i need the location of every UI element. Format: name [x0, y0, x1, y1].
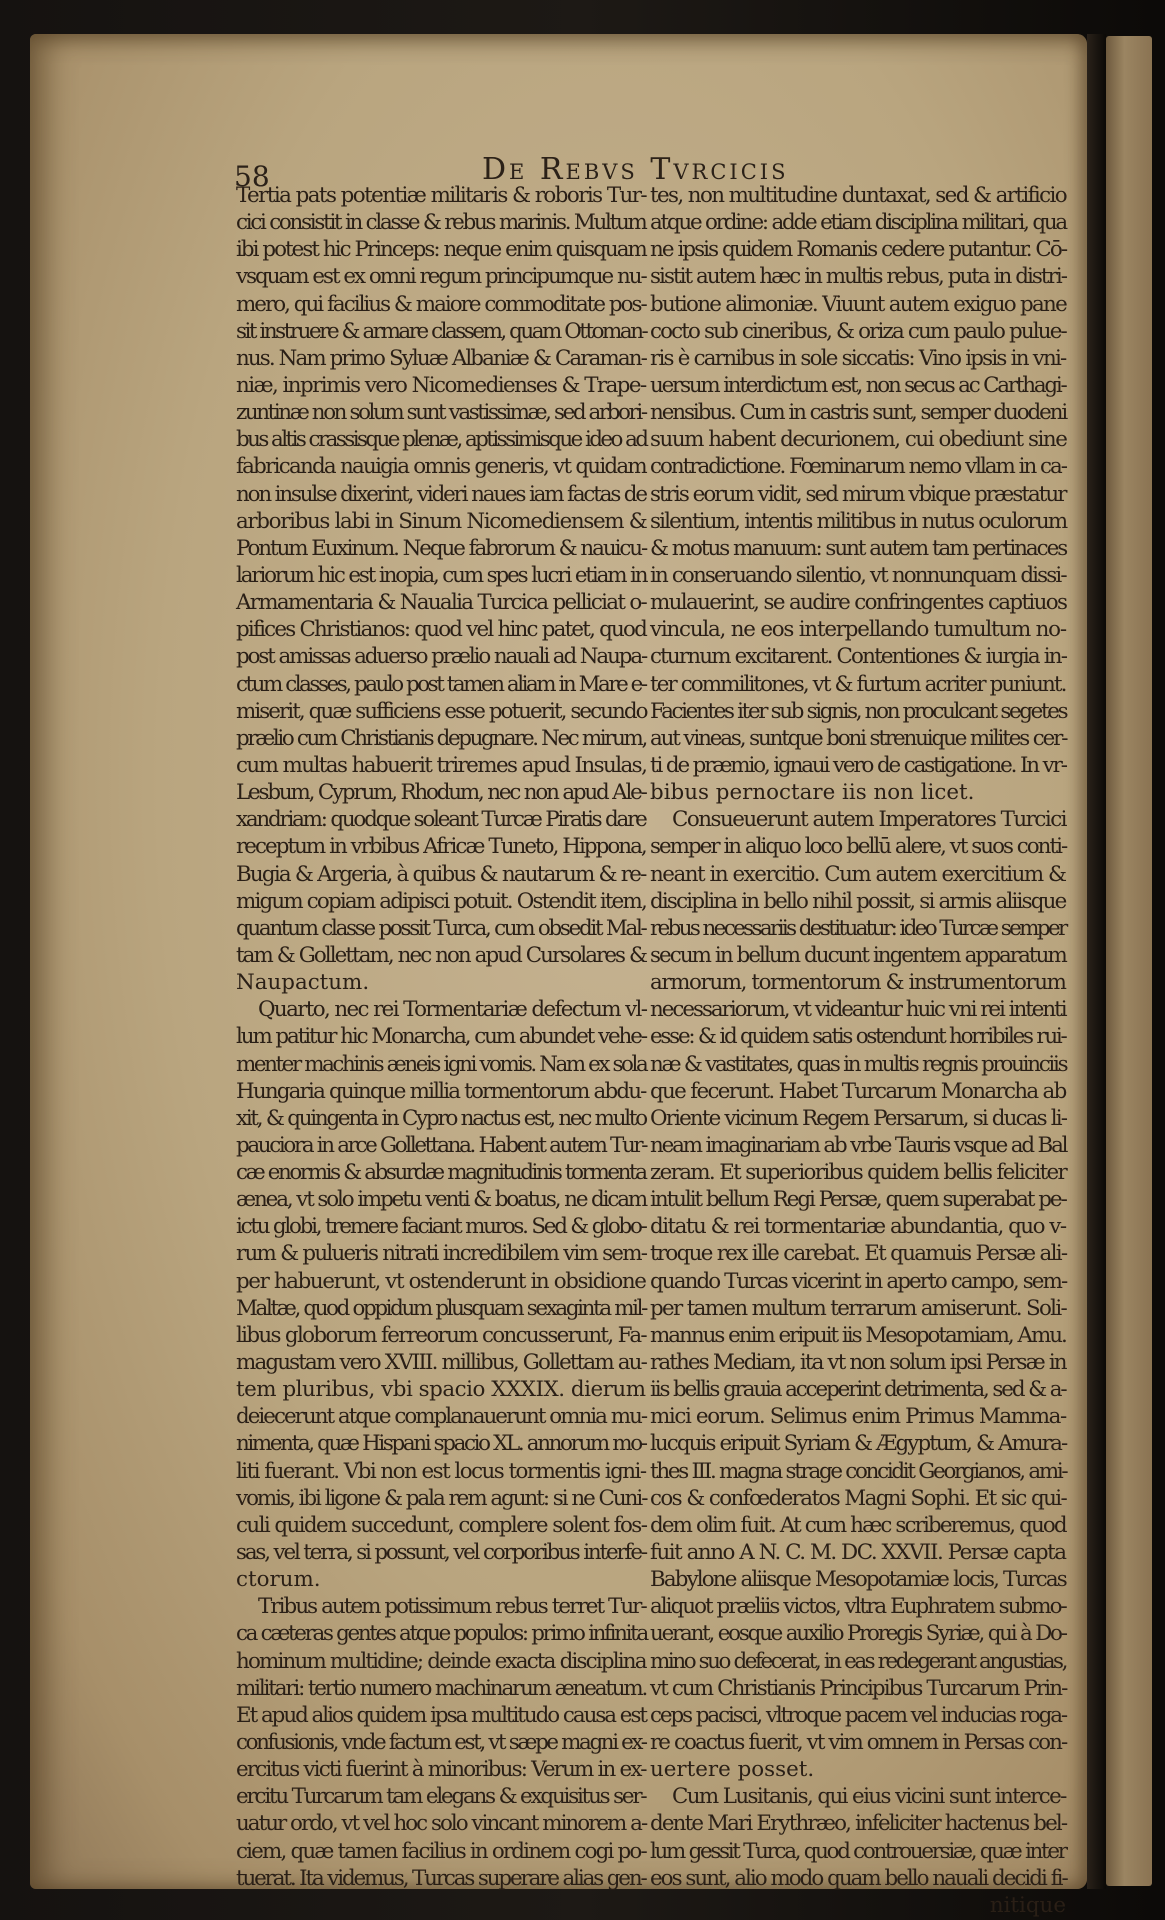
text-line: vt cum Christianis Principibus Turcarum Prin-	[650, 1675, 1067, 1701]
text-line: confusionis, vnde factum est, vt sæpe magni ex-	[236, 1730, 646, 1756]
text-line: aut vineas, suntque boni strenuique milites cer-	[650, 725, 1067, 751]
text-line: ti de præmio, ignaui vero de castigatione. In vr-	[650, 752, 1066, 778]
text-line: ctorum.	[236, 1567, 321, 1593]
text-line: tem pluribus, vbi spacio XXXIX. dierum	[236, 1377, 646, 1403]
text-line: prælio cum Christianis depugnare. Nec mirum,	[236, 725, 646, 751]
text-line: nitique	[989, 1892, 1066, 1918]
text-line: iis bellis grauia acceperint detrimenta, sed & a-	[650, 1377, 1066, 1403]
text-line: Tribus autem potissimum rebus terret Tur-	[258, 1594, 646, 1620]
text-line: lum patitur hic Monarcha, cum abundet vehe-	[236, 1024, 647, 1050]
text-line: Tertia pats potentiæ militaris & roboris Tur-	[236, 183, 647, 208]
text-line: nimenta, quæ Hispani spacio XL. annorum mo-	[236, 1431, 646, 1457]
text-line: cæ enormis & absurdæ magnitudinis tormenta	[236, 1160, 646, 1186]
text-line: disciplina in bello nihil possit, si armis aliisque	[650, 888, 1066, 914]
text-line: bibus pernoctare iis non licet.	[650, 780, 975, 806]
text-line: rebus necessariis destituatur: ideo Turcæ semper	[650, 915, 1066, 941]
spine-shadow	[1087, 34, 1106, 1889]
text-line: quantum classe possit Turca, cum obsedit Mal-	[236, 915, 646, 941]
text-line: Bugia & Argeria, à quibus & nautarum & re-	[236, 861, 646, 887]
text-line: xit, & quingenta in Cypro nactus est, nec multo	[236, 1105, 646, 1131]
text-line: Facientes iter sub signis, non proculcant segetes	[650, 698, 1067, 724]
text-line: dente Mari Erythræo, infeliciter hactenus bel-	[650, 1811, 1067, 1837]
text-line: & motus manuum: sunt autem tam pertinaces	[650, 535, 1067, 561]
text-line: ibi potest hic Princeps: neque enim quisquam	[236, 237, 646, 263]
text-line: ditatu & rei tormentariæ abundantia, quo v-	[650, 1214, 1066, 1240]
text-line: post amissas aduerso prælio nauali ad Naupa-	[236, 644, 647, 670]
text-line: næ & vastitates, quas in multis regnis prouinciis	[650, 1051, 1067, 1077]
text-line: Babylone aliisque Mesopotamiæ locis, Turcas	[650, 1567, 1066, 1593]
text-line: per tamen multum terrarum amiserunt. Soli-	[650, 1295, 1067, 1321]
text-line: hominum multidine; deinde exacta disciplina	[236, 1648, 646, 1674]
text-line: thes III. magna strage concidit Georgianos, ami-	[650, 1458, 1067, 1484]
text-line: xandriam: quodque soleant Turcæ Piratis dare	[236, 807, 646, 833]
text-line: atque ordine: adde etiam disciplina militari, qua	[650, 210, 1066, 236]
text-line: nensibus. Cum in castris sunt, semper duodeni	[650, 400, 1067, 426]
text-line: arboribus labi in Sinum Nicomediensem &	[236, 508, 647, 534]
text-line: vomis, ibi ligone & pala rem agunt: si ne Cuni-	[236, 1485, 647, 1511]
text-line: ris è carnibus in sole siccatis: Vino ipsis in vni-	[650, 345, 1066, 371]
text-line: ictu globi, tremere faciant muros. Sed & globo-	[236, 1214, 646, 1240]
text-line: liti fuerant. Vbi non est locus tormentis igni-	[236, 1458, 646, 1484]
text-line: butione alimoniæ. Viuunt autem exiguo pane	[650, 291, 1067, 317]
text-line: miserit, quæ sufficiens esse potuerit, secundo	[236, 698, 647, 724]
text-line: stris eorum vidit, sed mirum vbique præstatur	[650, 481, 1066, 507]
text-line: neam imaginariam ab vrbe Tauris vsque ad Bal	[650, 1132, 1067, 1158]
facing-page-edge	[1106, 36, 1152, 1886]
text-line: necessariorum, vt videantur huic vni rei intenti	[650, 997, 1066, 1023]
text-line: ctum classes, paulo post tamen aliam in Mare e-	[236, 671, 646, 697]
text-line: libus globorum ferreorum concusserunt, Fa-	[236, 1322, 646, 1348]
text-line: receptum in vrbibus Africæ Tuneto, Hippona,	[236, 834, 646, 860]
running-title: De Rebvs Tvrcicis	[482, 152, 789, 187]
text-line: semper in aliquo loco bellū alere, vt suos conti-	[650, 834, 1067, 860]
text-line: mici eorum. Selimus enim Primus Mamma-	[650, 1404, 1066, 1430]
text-line: lucquis eripuit Syriam & Ægyptum, & Amura-	[650, 1431, 1067, 1457]
text-line: Quarto, nec rei Tormentariæ defectum vl-	[258, 997, 647, 1023]
text-line: Naupactum.	[236, 970, 370, 996]
text-line: deiecerunt atque complanauerunt omnia mu-	[236, 1404, 647, 1430]
text-line: Et apud alios quidem ipsa multitudo causa est	[236, 1702, 646, 1728]
text-line: cturnum excitarent. Contentiones & iurgia in-	[650, 644, 1067, 670]
text-line: rathes Mediam, ita vt non solum ipsi Persæ in	[650, 1350, 1066, 1376]
text-line: Cum Lusitanis, qui eius vicini sunt interce-	[672, 1784, 1066, 1810]
text-line: Oriente vicinum Regem Persarum, si ducas li-	[650, 1105, 1067, 1131]
text-line: re coactus fuerit, vt vim omnem in Persas con-	[650, 1730, 1067, 1756]
text-line: lum gessit Turca, quod controuersiæ, quæ inter	[650, 1838, 1066, 1864]
text-line: uertere posset.	[650, 1757, 815, 1783]
text-line: tuerat. Ita videmus, Turcas superare alias gen-	[236, 1865, 646, 1891]
text-line: nus. Nam primo Syluæ Albaniæ & Caraman-	[236, 345, 646, 371]
text-line: silentium, intentis militibus in nutus oculorum	[650, 508, 1067, 534]
text-line: in conseruando silentio, vt nonnunquam dissi-	[650, 562, 1066, 588]
text-line: zeram. Et superioribus quidem bellis feliciter	[650, 1160, 1067, 1186]
text-line: militari: tertio numero machinarum æneatum.	[236, 1675, 647, 1701]
text-line: uatur ordo, vt vel hoc solo vincant minorem a-	[236, 1811, 647, 1837]
text-line: esse: & id quidem satis ostendunt horribiles rui-	[650, 1024, 1066, 1050]
text-line: cos & confœderatos Magni Sophi. Et sic qui-	[650, 1485, 1067, 1511]
text-line: neant in exercitio. Cum autem exercitium &	[650, 861, 1066, 887]
text-line: Lesbum, Cyprum, Rhodum, nec non apud Ale-	[236, 780, 646, 806]
text-line: fuit anno A N. C. M. DC. XXVII. Persæ capta	[650, 1540, 1066, 1566]
text-line: cici consistit in classe & rebus marinis. Multum	[236, 210, 646, 236]
text-line: suum habent decurionem, cui obediunt sine	[650, 427, 1067, 453]
text-line: Pontum Euxinum. Neque fabrorum & nauicu-	[236, 535, 647, 561]
text-line: uerant, eosque auxilio Proregis Syriæ, qui à Do-	[650, 1621, 1066, 1647]
text-line: tam & Gollettam, nec non apud Cursolares &	[236, 942, 647, 968]
text-line: lariorum hic est inopia, cum spes lucri etiam in	[236, 562, 647, 588]
text-line: migum copiam adipisci potuit. Ostendit item,	[236, 888, 646, 914]
text-line: cocto sub cineribus, & oriza cum paulo pulue-	[650, 318, 1066, 344]
text-line: per habuerunt, vt ostenderunt in obsidione	[236, 1268, 646, 1294]
text-line: Maltæ, quod oppidum plusquam sexaginta mil-	[236, 1295, 646, 1321]
text-line: ne ipsis quidem Romanis cedere putantur. Cō-	[650, 237, 1067, 263]
text-line: Hungaria quinque millia tormentorum abdu-	[236, 1078, 646, 1104]
page-number: 58	[234, 160, 270, 193]
text-line: mannus enim eripuit iis Mesopotamiam, Amu.	[650, 1322, 1066, 1348]
text-line: menter machinis æneis igni vomis. Nam ex sola	[236, 1051, 647, 1077]
text-line: fabricanda nauigia omnis generis, vt quidam	[236, 454, 646, 480]
left-text-column	[236, 182, 646, 1892]
text-line: ænea, vt solo impetu venti & boatus, ne dicam	[236, 1187, 647, 1213]
text-line: ter commilitones, vt & furtum acriter puniunt.	[650, 671, 1066, 697]
text-line: ciem, quæ tamen facilius in ordinem cogi po-	[236, 1838, 646, 1864]
text-line: magustam vero XVIII. millibus, Gollettam au-	[236, 1350, 646, 1376]
text-line: contradictione. Fœminarum nemo vllam in ca-	[650, 454, 1067, 480]
text-line: tes, non multitudine duntaxat, sed & artificio	[650, 183, 1066, 208]
text-line: dem olim fuit. At cum hæc scriberemus, quod	[650, 1512, 1066, 1538]
text-line: ercitu Turcarum tam elegans & exquisitus ser-	[236, 1784, 646, 1810]
text-line: troque rex ille carebat. Et quamuis Persæ ali-	[650, 1241, 1067, 1267]
text-line: niæ, inprimis vero Nicomedienses & Trape-	[236, 372, 646, 398]
text-line: sit instruere & armare classem, quam Ottoman-	[236, 318, 647, 344]
text-line: secum in bellum ducunt ingentem apparatum	[650, 942, 1066, 968]
text-line: culi quidem succedunt, complere solent fos-	[236, 1512, 647, 1538]
text-line: armorum, tormentorum & instrumentorum	[650, 970, 1066, 996]
text-line: bus altis crassisque plenæ, aptissimisque ideo ad	[236, 427, 647, 453]
text-line: que fecerunt. Habet Turcarum Monarcha ab	[650, 1078, 1066, 1104]
text-line: aliquot præliis victos, vltra Euphratem submo-	[650, 1594, 1066, 1620]
text-line: Armamentaria & Naualia Turcica pelliciat o-	[236, 590, 647, 616]
text-line: vsquam est ex omni regum principumque nu-	[236, 264, 646, 290]
text-line: ceps pacisci, vltroque pacem vel inducias roga-	[650, 1702, 1067, 1728]
text-line: sas, vel terra, si possunt, vel corporibus interfe-	[236, 1540, 646, 1566]
text-line: zuntinæ non solum sunt vastissimæ, sed arbori-	[236, 400, 646, 426]
text-line: mulauerint, se audire confringentes captiuos	[650, 590, 1067, 616]
text-line: eos sunt, alio modo quam bello nauali decidi fi-	[650, 1865, 1067, 1891]
text-line: ca cæteras gentes atque populos: primo infinita	[236, 1621, 647, 1647]
text-line: ercitus victi fuerint à minoribus: Verum in ex-	[236, 1757, 646, 1783]
text-line: sistit autem hæc in multis rebus, puta in distri-	[650, 264, 1067, 290]
text-line: pauciora in arce Gollettana. Habent autem Tur-	[236, 1132, 647, 1158]
text-line: cum multas habuerit triremes apud Insulas,	[236, 752, 647, 778]
text-line: pifices Christianos: quod vel hinc patet, quod	[236, 617, 647, 643]
text-line: Consueuerunt autem Imperatores Turcici	[672, 807, 1067, 833]
text-line: vincula, ne eos interpellando tumultum no-	[650, 617, 1066, 643]
text-line: mino suo defecerat, in eas redegerant angustias,	[650, 1648, 1067, 1674]
text-line: mero, qui facilius & maiore commoditate pos-	[236, 291, 646, 317]
right-text-column	[650, 182, 1066, 1919]
text-line: uersum interdictum est, non secus ac Carthagi-	[650, 372, 1066, 398]
text-line: intulit bellum Regi Persæ, quem superabat pe-	[650, 1187, 1066, 1213]
text-line: quando Turcas vicerint in aperto campo, sem-	[650, 1268, 1067, 1294]
text-line: non insulse dixerint, videri naues iam factas de	[236, 481, 646, 507]
text-line: rum & pulueris nitrati incredibilem vim sem-	[236, 1241, 647, 1267]
